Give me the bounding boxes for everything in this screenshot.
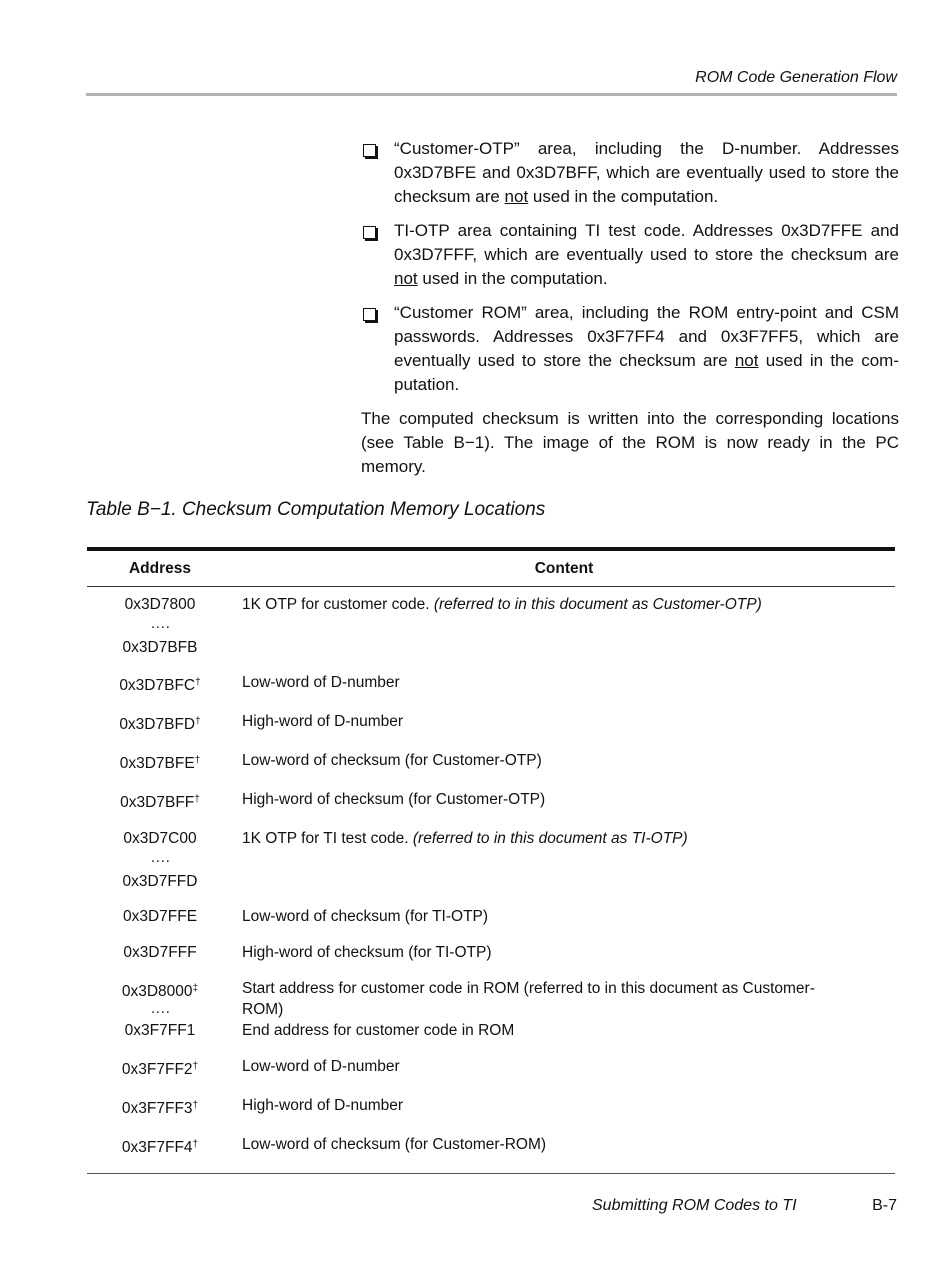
table-body — [87, 587, 895, 1158]
address-cell — [87, 1095, 233, 1119]
address-value: 0x3F7FF2† — [121, 1061, 199, 1078]
content-cell: End address for customer code in ROM — [242, 1022, 515, 1039]
bullet-text: used in the computation. — [528, 187, 719, 206]
footnote-mark: † — [194, 755, 201, 766]
footnote-mark: † — [192, 1139, 199, 1150]
footnote-mark: † — [192, 1061, 199, 1072]
bullet-emphasis: not — [394, 269, 418, 288]
content-cell: 1K OTP for TI test code. (referred to in this document as TI-OTP) — [242, 830, 688, 847]
content-cell: High-word of D-number — [242, 713, 404, 730]
checkbox-bullet-icon — [363, 144, 376, 157]
content-cell: High-word of D-number — [242, 1097, 404, 1114]
table-row — [87, 1134, 895, 1158]
address-value: 0x3D7FFE — [122, 908, 198, 925]
footnote-mark: ‡ — [192, 983, 199, 994]
table-row — [87, 594, 895, 658]
content-note: (referred to in this document as Customer-OTP) — [433, 596, 762, 613]
address-range-end: 0x3D7BFB — [122, 639, 198, 656]
table-row — [87, 789, 895, 813]
table-row — [87, 1095, 895, 1119]
address-cell — [87, 672, 233, 696]
address-value: 0x3D7BFF† — [120, 794, 200, 811]
address-value: 0x3F7FF4† — [121, 1139, 199, 1156]
checkbox-bullet-icon — [363, 308, 376, 321]
footer-title: Submitting ROM Codes to TI — [592, 1197, 797, 1214]
table-caption: Table B−1. Checksum Computation Memory Locations — [86, 499, 546, 520]
address-cell — [87, 828, 233, 892]
bullet-text: “Customer-OTP” area, including the D-number. Addresses 0x3D7BFE and 0x3D7BFF, which are eventually used to store the checksum are — [394, 139, 899, 206]
address-cell — [87, 978, 233, 1020]
content-cell: Low-word of checksum (for Customer-ROM) — [242, 1136, 547, 1153]
content-cell: Start address for customer code in ROM (referred to in this document as Customer-ROM) — [242, 980, 815, 1018]
table-row — [87, 1020, 895, 1041]
bullet-emphasis: not — [734, 351, 759, 370]
address-value: 0x3D7C00 — [123, 830, 197, 847]
range-ellipsis: …. — [150, 1000, 170, 1017]
table-header-row — [87, 551, 895, 587]
table-row — [87, 1056, 895, 1080]
memory-locations-table — [87, 547, 895, 1174]
address-cell — [87, 942, 233, 963]
address-cell — [87, 789, 233, 813]
address-cell — [87, 906, 233, 927]
address-cell — [87, 594, 233, 658]
running-header-title: ROM Code Generation Flow — [695, 69, 897, 86]
checkbox-bullet-icon — [363, 226, 376, 239]
table-row — [87, 750, 895, 774]
range-ellipsis: …. — [150, 849, 170, 866]
address-value: 0x3D7BFC† — [119, 677, 201, 694]
bullet-item-ti-otp — [361, 219, 899, 291]
bullet-item-customer-rom — [361, 301, 899, 397]
table-row — [87, 672, 895, 696]
footnote-mark: † — [192, 1100, 199, 1111]
address-value: 0x3F7FF1 — [124, 1022, 196, 1039]
content-note: (referred to in this document as TI-OTP) — [412, 830, 688, 847]
address-value: 0x3D7FFF — [123, 944, 197, 961]
table-row — [87, 711, 895, 735]
content-cell: Low-word of D-number — [242, 674, 400, 691]
address-cell — [87, 711, 233, 735]
bullet-text: used in the computation. — [417, 269, 608, 288]
address-value: 0x3F7FF3† — [121, 1100, 199, 1117]
address-value: 0x3D8000‡ — [121, 983, 199, 1000]
address-cell — [87, 750, 233, 774]
bullet-item-customer-otp — [361, 137, 899, 209]
address-value: 0x3D7BFE† — [119, 755, 201, 772]
bullet-text: used in the com-putation. — [394, 351, 899, 394]
bullet-text: TI-OTP area containing TI test code. Addresses 0x3D7FFE and 0x3D7FFF, which are eventually used to store the checksum are — [394, 221, 899, 264]
table-row — [87, 942, 895, 963]
header-rule — [86, 93, 897, 96]
table-row — [87, 828, 895, 892]
content-cell: 1K OTP for customer code. (referred to in this document as Customer-OTP) — [242, 596, 762, 613]
address-value: 0x3D7BFD† — [119, 716, 201, 733]
content-cell: High-word of checksum (for TI-OTP) — [242, 944, 492, 961]
content-cell: Low-word of checksum (for Customer-OTP) — [242, 752, 542, 769]
body-paragraph: The computed checksum is written into the corresponding locations (see Table B−1). The image of the ROM is now ready in the PC memory. — [361, 409, 899, 476]
footnote-mark: † — [195, 677, 201, 688]
footnote-mark: † — [194, 794, 200, 805]
bullet-text: “Customer ROM” area, including the ROM entry-point and CSM passwords. Addresses 0x3F7FF4 and 0x3F7FF5, which are eventually used to store the checksum are — [394, 303, 899, 370]
address-cell — [87, 1020, 233, 1041]
content-cell: Low-word of checksum (for TI-OTP) — [242, 908, 489, 925]
address-range-end: 0x3D7FFD — [122, 873, 198, 890]
footnote-mark: † — [195, 716, 201, 727]
table-bottom-rule — [87, 1173, 895, 1174]
content-cell: High-word of checksum (for Customer-OTP) — [242, 791, 546, 808]
address-value: 0x3D7800 — [124, 596, 196, 613]
body-column — [361, 137, 899, 496]
range-ellipsis: …. — [150, 615, 170, 632]
column-header-content: Content — [534, 559, 594, 577]
page-number: B-7 — [872, 1197, 897, 1214]
content-cell: Low-word of D-number — [242, 1058, 400, 1075]
table-row — [87, 906, 895, 927]
column-header-address: Address — [128, 559, 192, 577]
bullet-emphasis: not — [504, 187, 529, 206]
address-cell — [87, 1056, 233, 1080]
table-row — [87, 978, 895, 1020]
address-cell — [87, 1134, 233, 1158]
